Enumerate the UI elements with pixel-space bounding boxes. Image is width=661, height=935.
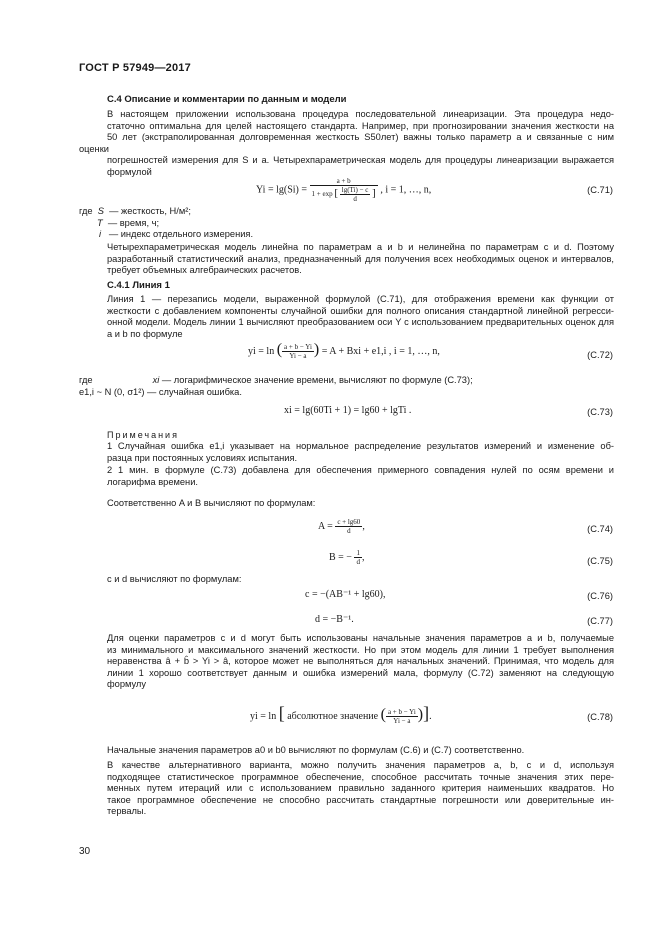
equation-number: (С.72) [587, 350, 613, 360]
text-line: неравенства â + b̂ > Yi > â, которое может не выполняться для начальных значений. Принимая, что модель для [107, 656, 614, 667]
text-line: менных путем итераций или с использованием правильно заданного критерия наименьших квадратов. Но [107, 783, 614, 794]
text-line: 50 лет (экстраполированная долговременная жесткость S50лет) важны только параметр a и связанные с ним оценки [79, 132, 614, 154]
text-line: жесткости с добавлением компоненты случайной ошибки для полного описания стандартной линейной регресси- [107, 305, 614, 316]
text-line: статочно оптимальна для целей настоящего стандарта. Например, при прогнозировании значения жесткости на [107, 120, 614, 131]
text-line: 2 1 мин. в формуле (С.73) добавлена для обеспечения примерного совпадения нулей по осям времени и [107, 465, 614, 475]
text-line: линии 1 хорошо соответствует данным и ошибка измерений мала, формулу (С.72) заменяют на следующую [107, 667, 614, 678]
text-line: Четырехпараметрическая модель линейна по параметрам a и b и нелинейна по параметрам c и d. Поэтому [107, 242, 614, 252]
formula-c71: Yi = lg(Si) = a + b 1 + exp [ $\frac{\lg(Ti) - c}{d}$ ] , i = 1, …, n, [256, 177, 432, 203]
intro-paragraph [79, 109, 614, 179]
equation-number: (С.77) [587, 616, 613, 626]
text-line: такое программное обеспечение не способно рассчитать стандартные погрешности или доверительные ин- [107, 794, 614, 805]
equation-number: (С.74) [587, 524, 613, 534]
initial-values: Начальные значения параметров a0 и b0 вычисляют по формулам (С.6) и (С.7) соответственно. [107, 745, 525, 755]
text-line: разработанный статистический анализ, предназначенный для получения всех необходимых оценок и интервалов, [107, 253, 614, 264]
definitions-list-2: где xi — логарифмическое значение времени, вычисляют по формуле (С.73); e1,i ~ N (0, σ1²) — случайная ошибка. [79, 375, 473, 397]
notes-title: Примечания [107, 430, 179, 440]
text-line: подходящее статистическое программное обеспечение, способное рассчитать точные значения этих пере- [107, 771, 614, 782]
text-line: логарифма времени. [107, 476, 198, 487]
text-line: погрешностей измерения для S и a. Четырехпараметрическая модель для процедуры линеаризации выражается [107, 155, 614, 166]
fraction: $\frac{a + b - Yi}{Yi - a}$ [387, 708, 416, 726]
text-line: Линия 1 — перезапись модели, выраженной формулой (С.71), для отображения времени как функции от [107, 294, 614, 304]
text-line: формулу [107, 679, 147, 690]
ab-intro: Соответственно A и B вычисляют по формулам: [107, 498, 316, 508]
equation-number: (С.73) [587, 407, 613, 417]
page-number: 30 [79, 846, 91, 857]
estimation-paragraph [79, 633, 614, 691]
text-line: Для оценки параметров c и d могут быть использованы начальные значения параметров a и b, получаемые [107, 633, 614, 643]
text-line: формулой [107, 166, 152, 177]
text-line: В настоящем приложении использована процедура последовательной линеаризации. Эта процедура недо- [107, 109, 614, 119]
formula-c75: B = − $\frac{1}{d}$ , [329, 549, 365, 566]
equation-number: (С.76) [587, 591, 613, 601]
text-line: разца при постоянных условиях испытания. [107, 452, 298, 463]
line1-paragraph [79, 294, 614, 340]
equation-number: (С.78) [587, 712, 613, 722]
note-2 [79, 465, 614, 488]
formula-c74: A = $\frac{c + \lg 60}{d}$ , [318, 518, 365, 535]
text-line: онной модели. Модель линии 1 вычисляют преобразованием оси Y с использованием предварительных оценок для [107, 317, 614, 328]
fraction: $\frac{a + b - Yi}{Yi - a}$ [284, 343, 312, 361]
equation-number: (С.71) [587, 185, 613, 195]
note-1 [79, 441, 614, 464]
subsection-title: С.4.1 Линия 1 [107, 280, 170, 291]
formula-c78: yi = ln [ абсолютное значение ( $\frac{a + b - Yi}{Yi - a}$ )]. [250, 703, 432, 726]
section-title: С.4 Описание и комментарии по данным и модели [107, 94, 347, 105]
formula-c77: d = −B⁻¹. [315, 614, 354, 625]
definitions-list: где S — жесткость, Н/м²; T — время, ч; i — индекс отдельного измерения. [79, 206, 254, 240]
equation-number: (С.75) [587, 556, 613, 566]
text-line: требует объемных алгебраических расчетов. [107, 265, 302, 276]
fraction: $\frac{c + \lg 60}{d}$ [337, 518, 361, 535]
formula-c73: xi = lg(60Ti + 1) = lg60 + lgTi . [284, 405, 412, 416]
four-param-paragraph [79, 242, 614, 277]
text-line: 1 Случайная ошибка e1,i указывает на нормальное распределение результатов измерений и изменение об- [107, 441, 614, 451]
alternative-paragraph [79, 760, 614, 818]
formula-c72: yi = ln ( $\frac{a + b - Yi}{Yi - a}$ ) = A + Bxi + e1,i , i = 1, …, n, [248, 341, 440, 361]
document-header: ГОСТ Р 57949—2017 [79, 62, 191, 74]
text-line: a и b по формуле [107, 328, 183, 339]
cd-intro: c и d вычисляют по формулам: [107, 574, 242, 584]
text-line: тервалы. [107, 806, 147, 817]
fraction: a + b 1 + exp [ $\frac{\lg(Ti) - c}{d}$ ] [311, 177, 376, 203]
fraction: $\frac{1}{d}$ [356, 549, 360, 566]
text-line: В качестве альтернативного варианта, можно получить значения параметров a, b, c и d, используя [107, 760, 614, 770]
inner-fraction: $\frac{\lg(Ti) - c}{d}$ [341, 186, 369, 203]
formula-c76: c = −(AB⁻¹ + lg60), [305, 589, 386, 600]
text-line: из минимального и максимального значений жесткости. Но при этом модель для линии 1 требует выполнения [107, 644, 614, 655]
